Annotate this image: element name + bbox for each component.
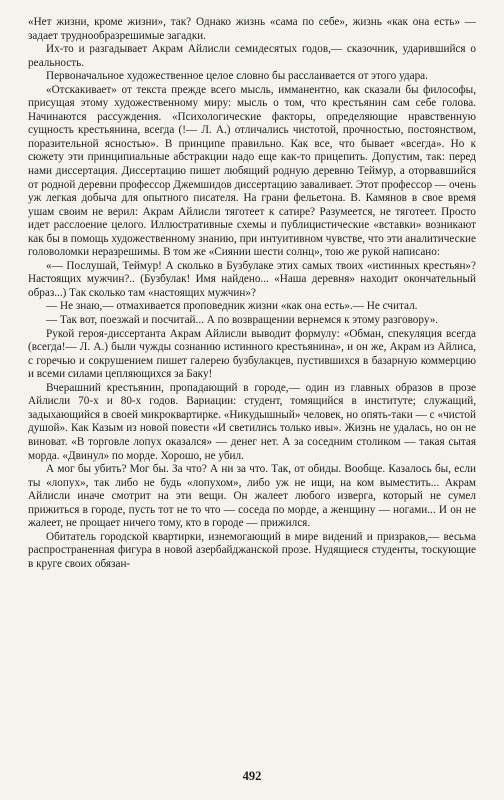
page-body [28,16,476,571]
paragraph-2: Их-то и разгадывает Акрам Айлисли семидесятых годов,— сказочник, ударившийся о реальность. [28,43,476,69]
paragraph-8: Рукой героя-диссертанта Акрам Айлисли выводит формулу: «Обман, спекуляция всегда (всегда!— Л. А.) были чужды сознанию истинного крестьянина», и он же, Акрам из Айлиса, с горечью и сокрушением пишет галерею бузбулакцев, пустившихся в базарную коммерцию и всеми силами цепляющихся за Баку! [28,327,476,381]
paragraph-11: Обитатель городской квартирки, изнемогающий в мире видений и призраков,— весьма распространенная фигура в новой азербайджанской прозе. Нудящиеся студенты, тоскующие в круге своих обязан- [28,530,476,570]
paragraph-3: Первоначальное художественное целое словно бы расслаивается от этого удара. [46,70,428,83]
paragraph-1: «Нет жизни, кроме жизни», так? Однако жизнь «сама по себе», жизнь «как она есть» — задает труднообразрешимые загадки. [28,16,476,42]
paragraph-9: Вчерашний крестьянин, пропадающий в городе,— один из главных образов в прозе Айлисли 70-х и 80-х годов. Вариации: студент, томящийся в институте; служащий, задыхающийся в своей микроквартирке. «Никудышный» человек, но опять-таки — с «чистой душой». Как Казым из новой повести «И светились только ивы». Жизнь не удалась, но он не виноват. «В торговле лопух оказался» — денег нет. А за соседним столиком — такая сытая морда. «Двинул» по морде. Хорошо, не убил. [28,381,476,462]
paragraph-6-dialogue: — Не знаю,— отмахивается проповедник жизни «как она есть».— Не считал. [46,300,418,313]
paragraph-5-dialogue: «— Послушай, Теймур! А сколько в Бузбулаке этих самых твоих «истинных крестьян»? Настоящих мужчин?.. (Бузбулак! Имя найдено... «Наша деревня» находит окончательный образ...) Так сколько там «настоящих мужчин»? [28,259,476,299]
paragraph-4: «Отскакивает» от текста прежде всего мысль, имманентно, как сказали бы философы, присущая этому художественному миру: мысль о том, что крестьянин сам себе голова. Начинаются рассуждения. «Психологические факторы, определяющие нравственную сущность крестьянина, всегда (!— Л. А.) отличались чистотой, прочностью, постоянством, поразительной ясностью». В принципе правильно. Как все, что бывает «всегда». Но к сюжету эти принципиальные абстракции надо еще как-то прицепить. Допустим, так: перед нами диссертация. Диссертацию пишет любящий родную деревню Теймур, а оторвавшийся от родной деревни профессор Джемшидов диссертацию заваливает. Этот профессор — очень уж легкая добыча для опытного писателя. На грани фельетона. В. Камянов в свое время ушам своим не верил: Акрам Айлисли тяготеет к сатире? Разумеется, не тяготеет. Просто идет расслоение целого. Иллюстративные схемы и публицистические «вставки» возникают как бы в помощь художественному знанию, при интуитивном чувстве, что эти аналитические головоломки неразрешимы. В том же «Сиянии шести солнц», тою же рукой написано: [28,83,476,259]
page-number: 492 [242,769,262,783]
paragraph-7-dialogue: — Так вот, поезжай и посчитай... А по возвращении вернемся к этому разговору». [46,314,439,327]
paragraph-10: А мог бы убить? Мог бы. За что? А ни за что. Так, от обиды. Вообще. Казалось бы, если ты «лопух», так либо не будь «лопухом», либо уж не ищи, на ком выместить... Акрам Айлисли иначе смотрит на эти вещи. Он жалеет любого изверга, который не сумел прижиться в городе, пусть тот не то что — соседа по морде, а женщину — ногами... И он не жалеет, не прощает ничего тому, кто в городе — прижился. [28,463,476,530]
